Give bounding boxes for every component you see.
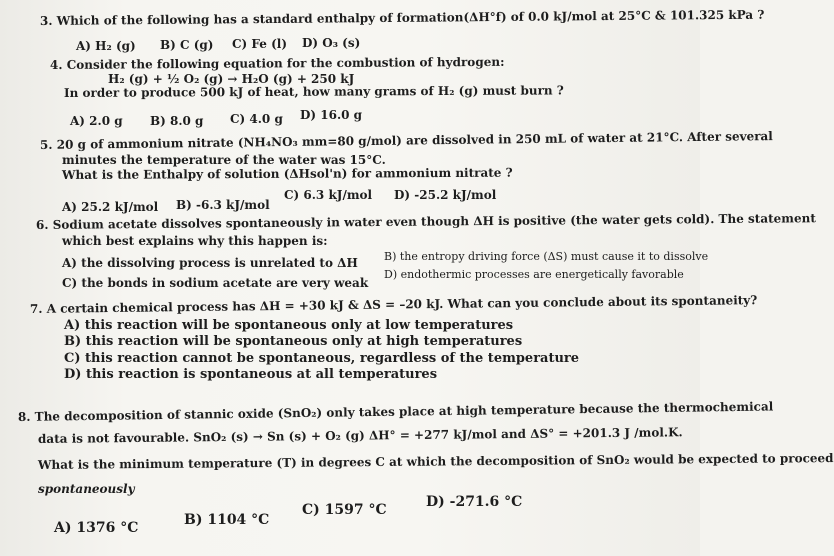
q5-option-c: C) 6.3 kJ/mol <box>284 188 373 202</box>
q3-stem: 3. Which of the following has a standard enthalpy of formation(ΔH°f) of 0.0 kJ/mol at 25°C & 101.325 kPa ? <box>39 7 765 28</box>
q7-option-d: D) this reaction is spontaneous at all temperatures <box>64 367 438 382</box>
q3-option-a: A) H₂ (g) <box>76 39 136 53</box>
q8-line4: spontaneously <box>38 482 135 496</box>
q4-question: In order to produce 500 kJ of heat, how many grams of H₂ (g) must burn ? <box>63 83 564 100</box>
q5-line2: minutes the temperature of the water was 15°C. <box>62 153 386 167</box>
q4-option-b: B) 8.0 g <box>150 114 204 128</box>
q5-option-a: A) 25.2 kJ/mol <box>62 200 159 214</box>
q4-option-c: C) 4.0 g <box>230 112 283 126</box>
q4-option-d: D) 16.0 g <box>300 108 363 122</box>
q8-stem: 8. The decomposition of stannic oxide (SnO₂) only takes place at high temperature because the thermochemical <box>17 399 774 424</box>
q4-stem: 4. Consider the following equation for the combustion of hydrogen: <box>49 54 505 72</box>
q8-option-c: C) 1597 °C <box>302 502 387 518</box>
q6-option-d: D) endothermic processes are energetically favorable <box>384 268 684 281</box>
q6-option-a: A) the dissolving process is unrelated to ΔH <box>62 256 358 270</box>
q7-option-b: B) this reaction will be spontaneous only at high temperatures <box>64 334 523 349</box>
q7-option-c: C) this reaction cannot be spontaneous, regardless of the temperature <box>64 351 580 366</box>
q7-stem: 7. A certain chemical process has ΔH = +30 kJ & ΔS = –20 kJ. What can you conclude about its spontaneity? <box>29 293 758 316</box>
q5-option-d: D) -25.2 kJ/mol <box>394 188 497 202</box>
q8-option-d: D) -271.6 °C <box>426 494 523 510</box>
q6-option-b: B) the entropy driving force (ΔS) must cause it to dissolve <box>384 250 709 263</box>
q6-stem: 6. Sodium acetate dissolves spontaneously in water even though ΔH is positive (the water gets cold). The statement <box>35 211 816 232</box>
q8-line2: data is not favourable. SnO₂ (s) → Sn (s) + O₂ (g) ΔH° = +277 kJ/mol and ΔS° = +201.3 J /mol.K. <box>37 425 683 446</box>
q8-line3: What is the minimum temperature (T) in degrees C at which the decomposition of SnO₂ would be expected to proceed <box>37 451 834 472</box>
q5-option-b: B) -6.3 kJ/mol <box>176 198 270 212</box>
q3-option-b: B) C (g) <box>160 38 214 52</box>
q3-option-c: C) Fe (l) <box>232 37 287 51</box>
q6-line2: which best explains why this happen is: <box>62 234 328 248</box>
q8-option-b: B) 1104 °C <box>184 512 270 528</box>
q6-option-c: C) the bonds in sodium acetate are very weak <box>62 276 369 290</box>
q7-option-a: A) this reaction will be spontaneous only at low temperatures <box>64 318 514 333</box>
q8-option-a: A) 1376 °C <box>54 520 139 536</box>
q5-stem: 5. 20 g of ammonium nitrate (NH₄NO₃ mm=80 g/mol) are dissolved in 250 mL of water at 21°C. After several <box>39 129 773 152</box>
q3-option-d: D) O₃ (s) <box>302 36 361 50</box>
q4-option-a: A) 2.0 g <box>70 114 123 128</box>
q5-question: What is the Enthalpy of solution (ΔHsol'n) for ammonium nitrate ? <box>61 165 513 182</box>
q4-equation: H₂ (g) + ½ O₂ (g) → H₂O (g) + 250 kJ <box>108 72 355 86</box>
